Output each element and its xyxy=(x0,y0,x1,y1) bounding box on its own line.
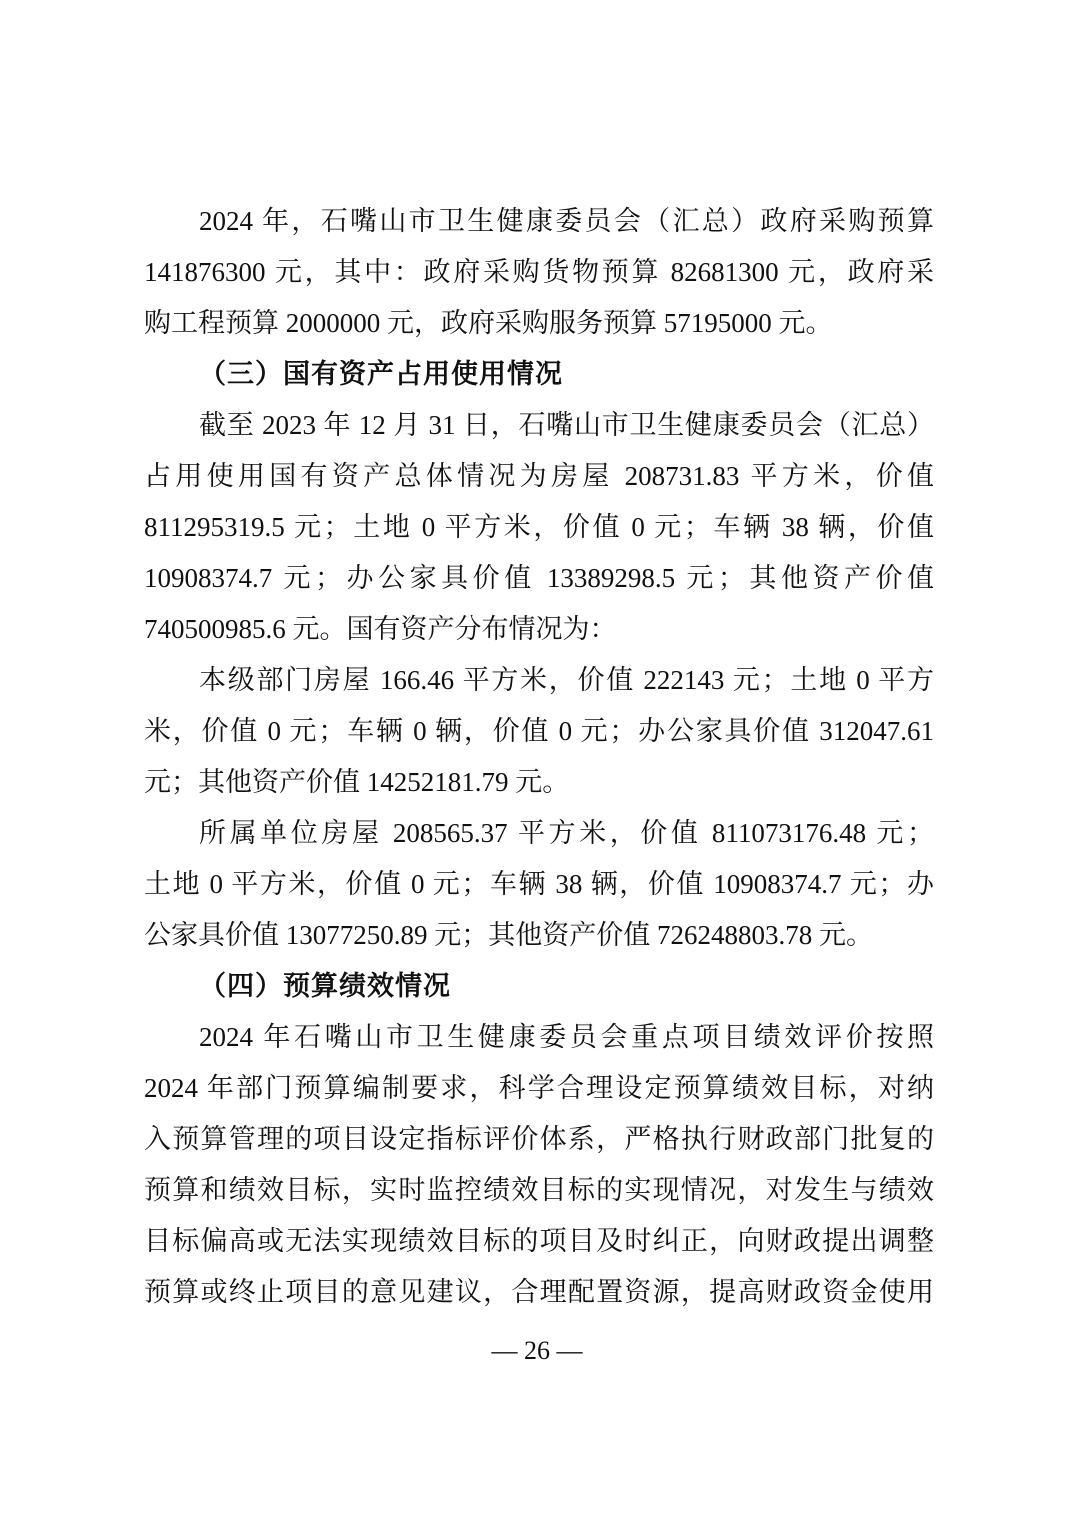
text-line: 占用使用国有资产总体情况为房屋 208731.83 平方米，价值 xyxy=(144,461,934,491)
text-line: 10908374.7 元；办公家具价值 13389298.5 元；其他资产价值 xyxy=(144,563,934,593)
document-body xyxy=(144,196,934,1318)
text-line: 购工程预算 2000000 元，政府采购服务预算 57195000 元。 xyxy=(144,308,833,338)
text-line: 元；其他资产价值 14252181.79 元。 xyxy=(144,767,570,797)
text-line: 所属单位房屋 208565.37 平方米，价值 811073176.48 元； xyxy=(199,818,934,848)
text-line: 目标偏高或无法实现绩效目标的项目及时纠正，向财政提出调整 xyxy=(144,1226,934,1256)
text-line: 2024 年石嘴山市卫生健康委员会重点项目绩效评价按照 xyxy=(199,1022,934,1052)
text-line: 本级部门房屋 166.46 平方米，价值 222143 元；土地 0 平方 xyxy=(199,665,934,695)
text-line: 预算和绩效目标，实时监控绩效目标的实现情况，对发生与绩效 xyxy=(144,1175,934,1205)
text-line: 公家具价值 13077250.89 元；其他资产价值 726248803.78 元。 xyxy=(144,920,873,950)
text-line: 811295319.5 元；土地 0 平方米，价值 0 元；车辆 38 辆，价值 xyxy=(144,512,934,542)
text-line: 截至 2023 年 12 月 31 日，石嘴山市卫生健康委员会（汇总） xyxy=(199,410,934,440)
text-line: 土地 0 平方米，价值 0 元；车辆 38 辆，价值 10908374.7 元；办 xyxy=(144,869,934,899)
text-line: 米，价值 0 元；车辆 0 辆，价值 0 元；办公家具价值 312047.61 xyxy=(144,716,934,746)
text-line: 2024 年部门预算编制要求，科学合理设定预算绩效目标，对纳 xyxy=(144,1073,934,1103)
text-line: 预算或终止项目的意见建议，合理配置资源，提高财政资金使用 xyxy=(144,1277,934,1307)
text-line: 2024 年，石嘴山市卫生健康委员会（汇总）政府采购预算 xyxy=(199,206,934,236)
text-line: 141876300 元，其中：政府采购货物预算 82681300 元，政府采 xyxy=(144,257,934,287)
page-footer xyxy=(0,1330,1074,1372)
page-number: — 26 — xyxy=(491,1336,583,1365)
heading-budget-performance: （四）预算绩效情况 xyxy=(199,971,451,1001)
text-line: 入预算管理的项目设定指标评价体系，严格执行财政部门批复的 xyxy=(144,1124,934,1154)
heading-state-owned-assets: （三）国有资产占用使用情况 xyxy=(199,359,563,389)
text-line: 740500985.6 元。国有资产分布情况为： xyxy=(144,614,617,644)
